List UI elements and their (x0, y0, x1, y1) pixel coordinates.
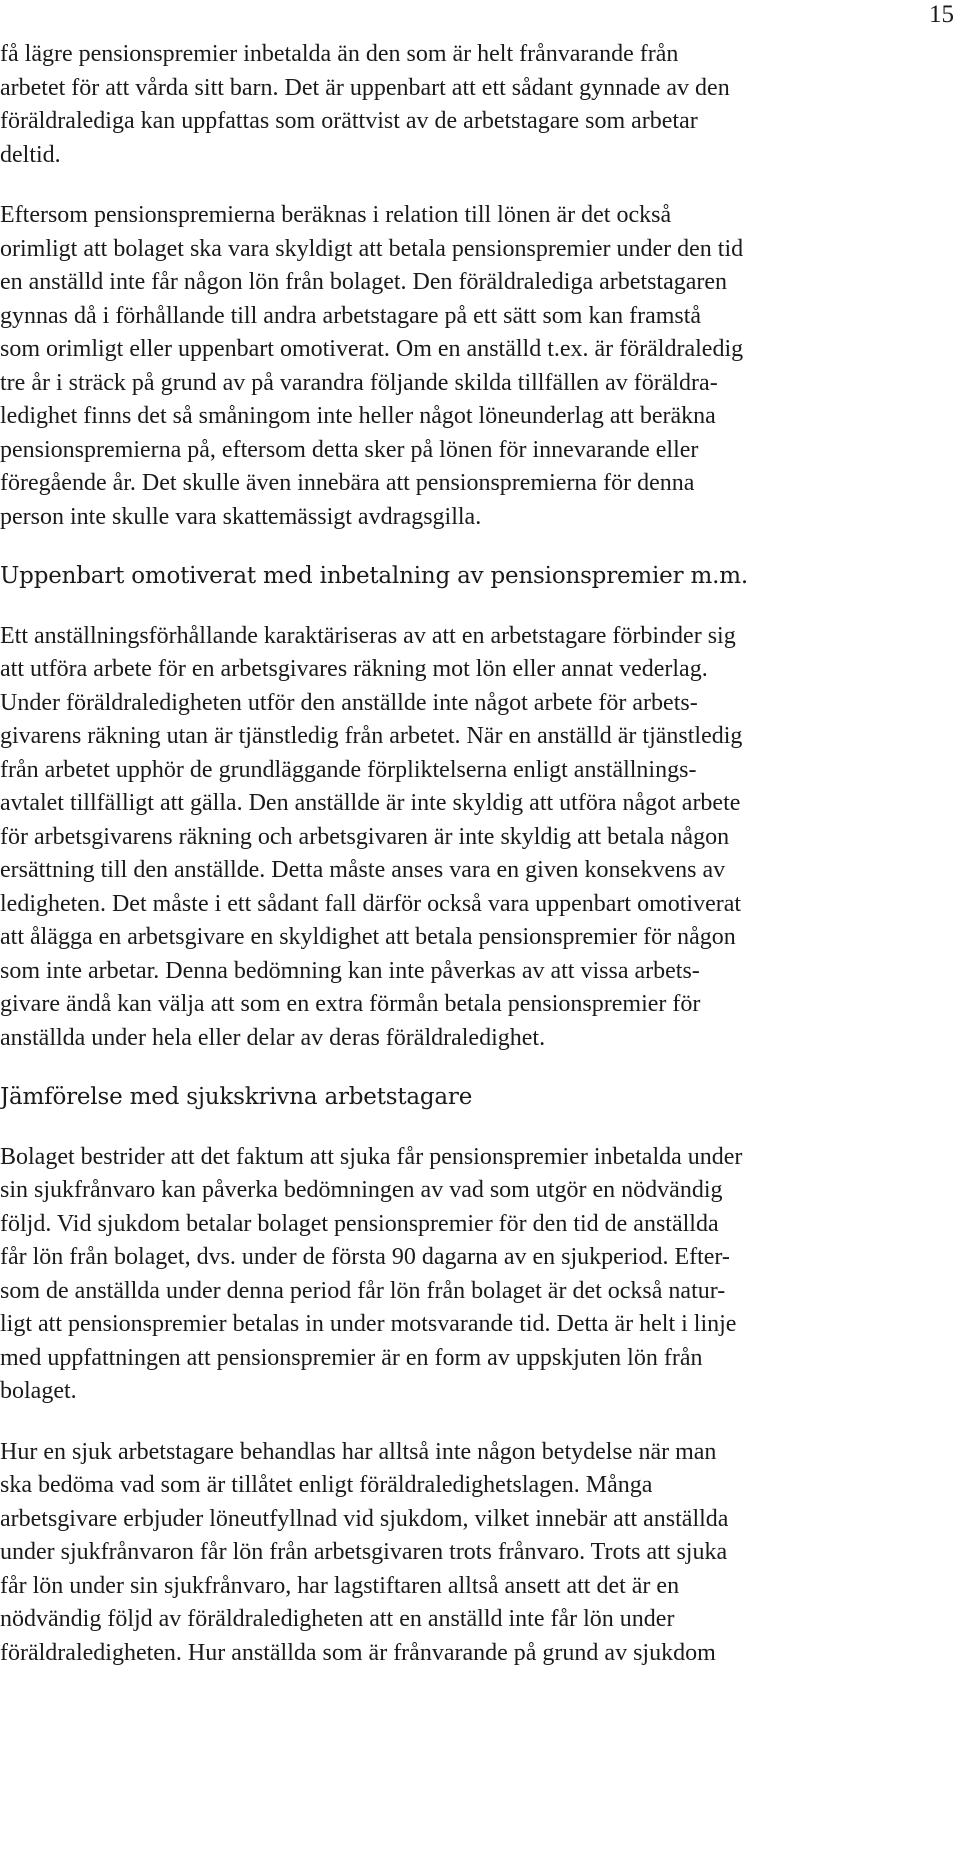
text-line: att utföra arbete för en arbetsgivares räkning mot lön eller annat vederlag. (0, 656, 708, 682)
text-line: Under föräldraledigheten utför den anställde inte något arbete för arbets- (0, 689, 698, 716)
text-line: får lön under sin sjukfrånvaro, har lagstiftaren alltså ansett att det är en (0, 1572, 680, 1599)
text-line: som orimligt eller uppenbart omotiverat. Om en anställd t.ex. är föräldraledig (0, 336, 744, 362)
text-line: givare ändå kan välja att som en extra förmån betala pensionspremier för (0, 991, 701, 1017)
text-line: orimligt att bolaget ska vara skyldigt att betala pensionspremier under den tid (0, 235, 744, 262)
text-line: anställda under hela eller delar av deras föräldraledighet. (0, 1024, 546, 1051)
text-line: som inte arbetar. Denna bedömning kan inte påverkas av att vissa arbets- (0, 957, 700, 984)
text-line: får lön från bolaget, dvs. under de första 90 dagarna av en sjukperiod. Efter- (0, 1244, 730, 1270)
section-heading (0, 560, 958, 594)
text-line: ligt att pensionspremier betalas in under motsvarande tid. Detta är helt i linje (0, 1311, 737, 1337)
text-line: givarens räkning utan är tjänstledig från arbetet. När en anställd är tjänstledig (0, 723, 743, 749)
paragraph-spacer (0, 172, 958, 199)
text-line: Ett anställningsförhållande karaktäriseras av att en arbetstagare förbinder sig (0, 622, 736, 649)
paragraph-spacer (0, 534, 958, 560)
text-line: under sjukfrånvaron får lön från arbetsgivaren trots frånvaro. Trots att sjuka (0, 1539, 728, 1565)
text-line: få lägre pensionspremier inbetalda än den som är helt frånvarande från (0, 41, 679, 67)
page-number: 15 (929, 1, 954, 28)
text-line: följd. Vid sjukdom betalar bolaget pensionspremier för den tid de anställda (0, 1210, 719, 1237)
heading-text: Uppenbart omotiverat med inbetalning av pensionspremier m.m. (0, 563, 748, 589)
text-line: ska bedöma vad som är tillåtet enligt föräldraledighetslagen. Många (0, 1472, 653, 1498)
text-line: ledighet finns det så småningom inte heller något löneunderlag att beräkna (0, 403, 716, 429)
text-line: Hur en sjuk arbetstagare behandlas har alltså inte någon betydelse när man (0, 1438, 717, 1465)
text-line: ledigheten. Det måste i ett sådant fall därför också vara uppenbart omotiverat (0, 890, 742, 917)
text-line: Eftersom pensionspremierna beräknas i relation till lönen är det också (0, 202, 672, 228)
document-body (0, 38, 960, 1670)
paragraph-spacer (0, 1409, 958, 1436)
paragraph (0, 199, 958, 534)
text-line: från arbetet upphör de grundläggande förpliktelserna enligt anställnings- (0, 756, 697, 783)
text-line: nödvändig följd av föräldraledigheten att en anställd inte får lön under (0, 1606, 675, 1632)
text-line: arbetsgivare erbjuder löneutfyllnad vid sjukdom, vilket innebär att anställda (0, 1505, 729, 1532)
text-line: pensionspremierna på, eftersom detta sker på lönen för innevarande eller (0, 436, 699, 463)
paragraph (0, 620, 958, 1056)
paragraph-spacer (0, 1115, 958, 1141)
text-line: person inte skulle vara skattemässigt avdragsgilla. (0, 503, 482, 530)
text-line: för arbetsgivarens räkning och arbetsgivaren är inte skyldig att betala någon (0, 823, 730, 850)
text-line: ersättning till den anställde. Detta måste anses vara en given konsekvens av (0, 857, 726, 883)
heading-text: Jämförelse med sjukskrivna arbetstagare (0, 1084, 473, 1110)
text-line: bolaget. (0, 1378, 77, 1404)
text-line: tre år i sträck på grund av på varandra följande skilda tillfällen av föräldra- (0, 369, 718, 396)
paragraph (0, 1436, 958, 1671)
paragraph (0, 1141, 958, 1409)
text-line: gynnas då i förhållande till andra arbetstagare på ett sätt som kan framstå (0, 302, 702, 329)
text-line: föregående år. Det skulle även innebära att pensionspremierna för denna (0, 470, 695, 496)
text-line: med uppfattningen att pensionspremier är en form av uppskjuten lön från (0, 1344, 703, 1371)
text-line: att ålägga en arbetsgivare en skyldighet att betala pensionspremier för någon (0, 924, 736, 950)
text-line: Bolaget bestrider att det faktum att sjuka får pensionspremier inbetalda under (0, 1143, 743, 1170)
paragraph-spacer (0, 594, 958, 620)
text-line: avtalet tillfälligt att gälla. Den anställde är inte skyldig att utföra något arbete (0, 790, 741, 816)
paragraph-spacer (0, 1055, 958, 1081)
text-line: arbetet för att vårda sitt barn. Det är uppenbart att ett sådant gynnade av den (0, 74, 730, 101)
paragraph (0, 38, 958, 172)
text-line: föräldralediga kan uppfattas som orättvist av de arbetstagare som arbetar (0, 108, 698, 134)
text-line: deltid. (0, 141, 61, 168)
text-line: föräldraledigheten. Hur anställda som är frånvarande på grund av sjukdom (0, 1639, 716, 1666)
section-heading (0, 1081, 958, 1115)
text-line: en anställd inte får någon lön från bolaget. Den föräldralediga arbetstagaren (0, 269, 728, 295)
text-line: som de anställda under denna period får lön från bolaget är det också natur- (0, 1277, 726, 1304)
text-line: sin sjukfrånvaro kan påverka bedömningen av vad som utgör en nödvändig (0, 1177, 723, 1203)
